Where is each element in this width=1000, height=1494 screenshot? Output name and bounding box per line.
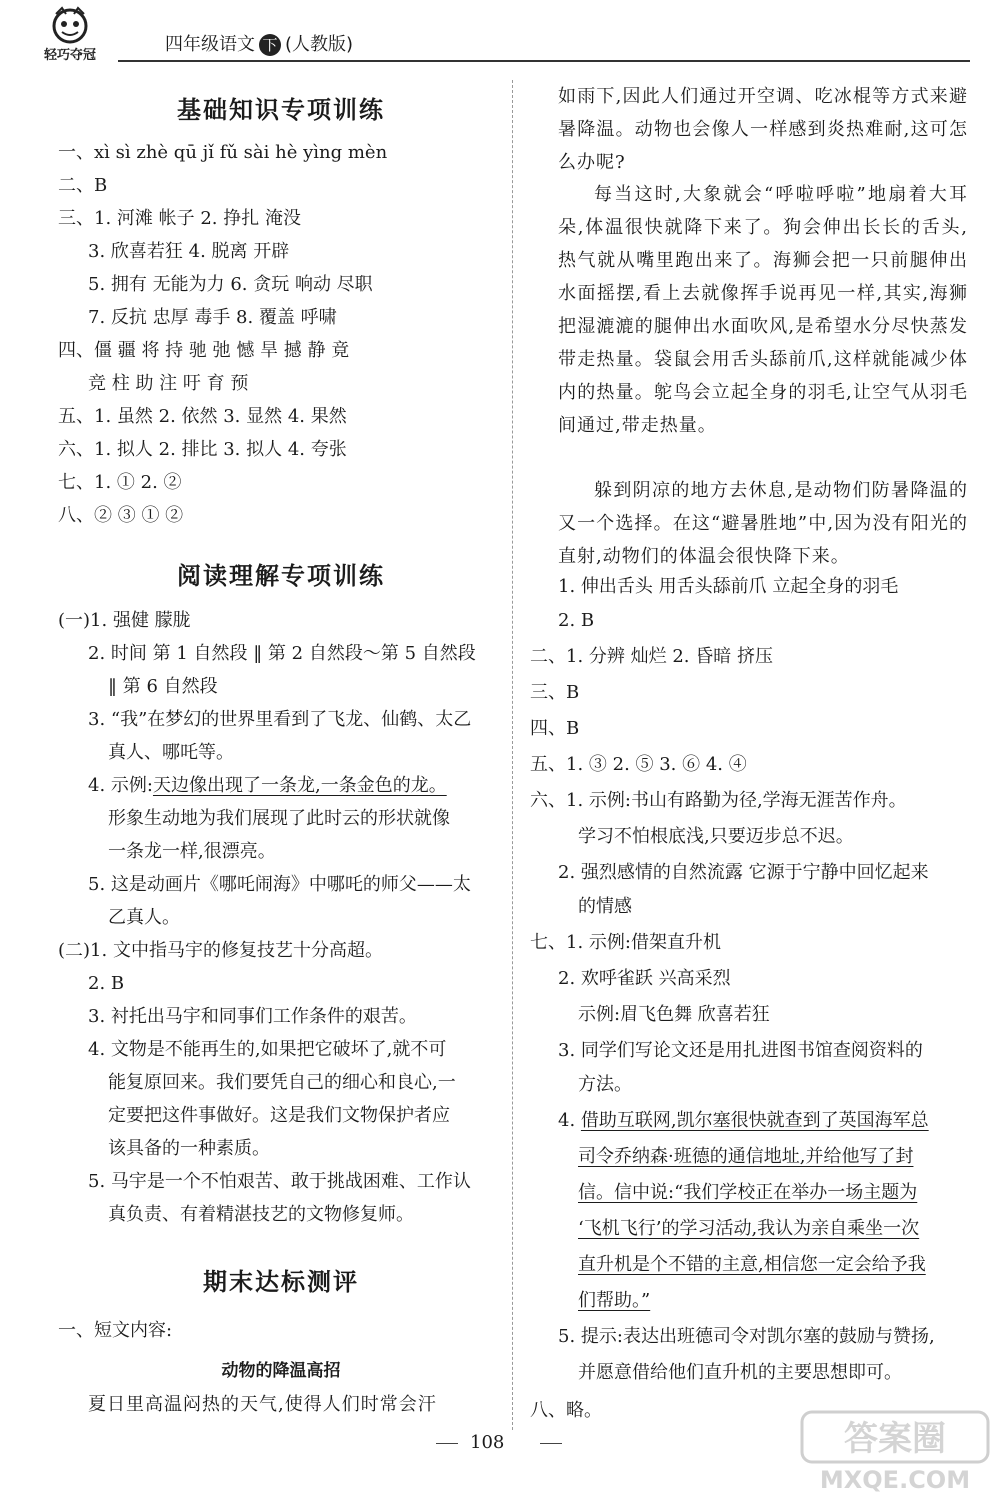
answer-line xyxy=(558,1108,929,1134)
answer-line: 七、1. ① 2. ② xyxy=(58,472,182,493)
header-grade: 四年级语文 xyxy=(165,34,255,55)
passage-paragraph: 如雨下,因此人们通过开空调、吃冰棍等方式来避暑降温。动物也会像人一样感到炎热难耐,这可怎么办呢? xyxy=(558,86,968,173)
answer-line: 5. 马宇是一个不怕艰苦、敢于挑战困难、工作认 xyxy=(88,1171,471,1192)
answer-line: 八、略。 xyxy=(530,1400,602,1421)
footer-dash-left xyxy=(436,1443,458,1444)
header-title xyxy=(165,30,353,56)
answer-line: 六、1. 拟人 2. 排比 3. 拟人 4. 夸张 xyxy=(58,439,347,460)
underlined-answer: 直升机是个不错的主意,相信您一定会给予我 xyxy=(578,1254,926,1275)
answer-line: 2. 时间 第 1 自然段 ‖ 第 2 自然段～第 5 自然段 xyxy=(88,643,476,664)
header-badge: 下 xyxy=(259,34,281,56)
answer-line: 3. 同学们写论文还是用扎进图书馆查阅资料的 xyxy=(558,1040,923,1061)
answer-line: 一条龙一样,很漂亮。 xyxy=(108,841,276,862)
header-edition: (人教版) xyxy=(285,34,354,55)
answer-line: 2. B xyxy=(88,973,125,994)
answer-line: 一、短文内容: xyxy=(58,1320,173,1341)
section-title-basic: 基础知识专项训练 xyxy=(177,96,385,124)
answer-line: 该具备的一种素质。 xyxy=(108,1138,270,1159)
answer-line: 一、xì sì zhè qū jǐ fǔ sài hè yìng mèn xyxy=(58,142,388,163)
page-header xyxy=(0,0,1000,68)
answer-line: ‖ 第 6 自然段 xyxy=(108,676,218,697)
svg-text:MXQE.COM: MXQE.COM xyxy=(819,1466,971,1494)
answer-line: 竞 柱 助 注 吁 育 预 xyxy=(88,373,249,394)
answer-line: 四、僵 疆 将 持 驰 弛 憾 旱 撼 静 竟 xyxy=(58,340,350,361)
answer-line: 示例:眉飞色舞 欣喜若狂 xyxy=(578,1004,770,1025)
answer-line: 7. 反抗 忠厚 毒手 8. 覆盖 呼啸 xyxy=(88,307,337,328)
passage-paragraph: 每当这时,大象就会“呼啦呼啦”地扇着大耳朵,体温很快就降下来了。狗会伸出长长的舌头,热气就从嘴里跑出来了。海狮会把一只前腿伸出水面摇摆,看上去就像挥手说再见一样,其实,海狮把湿漉漉的腿伸出水面吹风,是希望水分尽快蒸发带走热量。袋鼠会用舌头舔前爪,这样就能减少体内的热量。鸵鸟会立起全身的羽毛,让空气从羽毛间通过,带走热量。 xyxy=(558,184,968,436)
example-sentence: 天边像出现了一条龙,一条金色的龙。 xyxy=(152,775,447,796)
answer-line: 2. 强烈感情的自然流露 它源于宁静中回忆起来 xyxy=(558,862,929,883)
answer-line: 真负责、有着精湛技艺的文物修复师。 xyxy=(108,1204,414,1225)
footer-dash-right xyxy=(540,1443,562,1444)
svg-text:答案圈: 答案圈 xyxy=(844,1419,946,1459)
underlined-answer: ‘飞机飞行’的学习活动,我认为亲自乘坐一次 xyxy=(578,1218,920,1239)
answer-line: 八、② ③ ① ② xyxy=(58,505,184,526)
answer-line: 3. 衬托出马宇和同事们工作条件的艰苦。 xyxy=(88,1006,417,1027)
answer-line: (一)1. 强健 朦胧 xyxy=(58,610,191,631)
answer-line: 六、1. 示例:书山有路勤为径,学海无涯苦作舟。 xyxy=(530,790,907,811)
answer-line: 三、1. 河滩 帐子 2. 挣扎 淹没 xyxy=(58,208,301,229)
answer-line: 5. 这是动画片《哪吒闹海》中哪吒的师父——太 xyxy=(88,874,471,895)
answer-line: (二)1. 文中指马宇的修复技艺十分高超。 xyxy=(58,940,383,961)
answer-line: 五、1. ③ 2. ⑤ 3. ⑥ 4. ④ xyxy=(530,754,747,775)
section-title-final: 期末达标测评 xyxy=(203,1268,359,1296)
answer-line: 定要把这件事做好。这是我们文物保护者应 xyxy=(108,1105,450,1126)
underlined-answer: 们帮助。” xyxy=(578,1290,651,1311)
answer-line: 二、B xyxy=(58,175,108,196)
header-rule xyxy=(118,60,970,62)
example-label: 4. 示例: xyxy=(88,775,153,796)
answer-line: 5. 提示:表达出班德司令对凯尔塞的鼓励与赞扬, xyxy=(558,1326,935,1347)
answer-line: 能复原回来。我们要凭自己的细心和良心,一 xyxy=(108,1072,456,1093)
watermark-logo xyxy=(800,1410,990,1494)
answer-line: 乙真人。 xyxy=(108,907,180,928)
answer-line: 四、B xyxy=(530,718,580,739)
answer-number: 4. xyxy=(558,1110,576,1131)
answer-line: 2. 欢呼雀跃 兴高采烈 xyxy=(558,968,731,989)
answer-line: 2. B xyxy=(558,610,595,631)
answer-line: 学习不怕根底浅,只要迈步总不迟。 xyxy=(578,826,854,847)
underlined-answer: 借助互联网,凯尔塞很快就查到了英国海军总 xyxy=(580,1110,929,1131)
passage-text: 夏日里高温闷热的天气,使得人们时常会汗 xyxy=(88,1394,437,1415)
answer-line: 4. 文物是不能再生的,如果把它破坏了,就不可 xyxy=(88,1039,447,1060)
page-number: 108 xyxy=(470,1432,505,1453)
answer-line: 二、1. 分辨 灿烂 2. 昏暗 挤压 xyxy=(530,646,773,667)
answer-line: 1. 伸出舌头 用舌头舔前爪 立起全身的羽毛 xyxy=(558,576,899,597)
answer-line: 3. “我”在梦幻的世界里看到了飞龙、仙鹤、太乙 xyxy=(88,709,472,730)
answer-line: 五、1. 虽然 2. 依然 3. 显然 4. 果然 xyxy=(58,406,347,427)
answer-line: 方法。 xyxy=(578,1074,632,1095)
answer-line: 3. 欣喜若狂 4. 脱离 开辟 xyxy=(88,241,290,262)
answer-line: 并愿意借给他们直升机的主要思想即可。 xyxy=(578,1362,902,1383)
logo-text: 轻巧夺冠 xyxy=(44,48,97,63)
answer-line: 真人、哪吒等。 xyxy=(108,742,234,763)
underlined-answer: 司令乔纳森·班德的通信地址,并给他写了封 xyxy=(578,1146,914,1167)
answer-line: 的情感 xyxy=(578,896,632,917)
section-title-reading: 阅读理解专项训练 xyxy=(177,562,385,590)
answer-line: 5. 拥有 无能为力 6. 贪玩 响动 尽职 xyxy=(88,274,373,295)
answer-line xyxy=(88,773,447,799)
column-divider xyxy=(512,80,513,1430)
passage-title: 动物的降温高招 xyxy=(221,1361,341,1381)
answer-line: 形象生动地为我们展现了此时云的形状就像 xyxy=(108,808,450,829)
underlined-answer: 信。信中说:“我们学校正在举办一场主题为 xyxy=(578,1182,918,1203)
answer-line: 七、1. 示例:借架直升机 xyxy=(530,932,721,953)
passage-paragraph: 躲到阴凉的地方去休息,是动物们防暑降温的又一个选择。在这“避暑胜地”中,因为没有阳光的直射,动物们的体温会很快降下来。 xyxy=(558,480,968,567)
answer-line: 三、B xyxy=(530,682,580,703)
